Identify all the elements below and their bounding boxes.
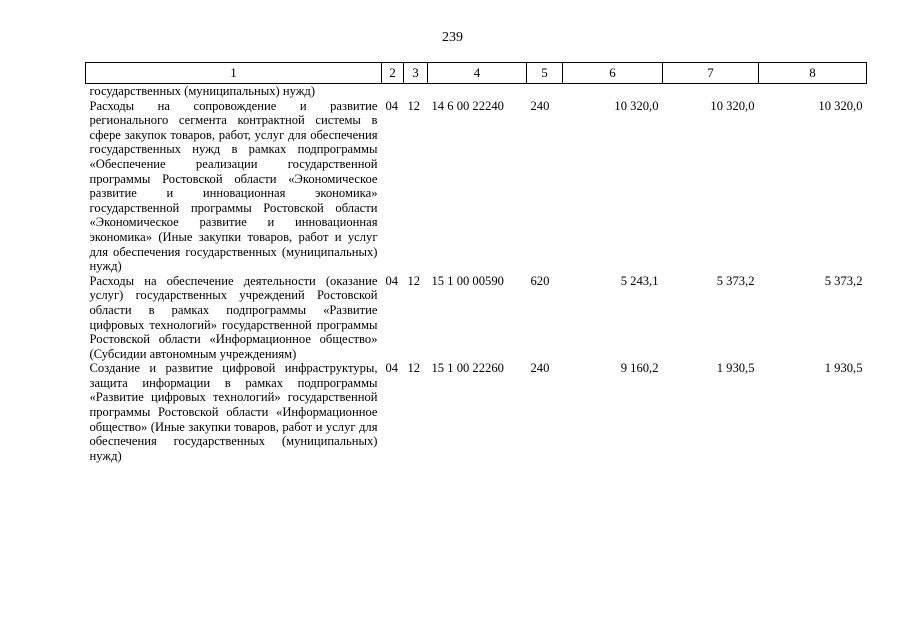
row-expense-type-code: 240 [530, 361, 550, 376]
row-section-code: 04 [385, 273, 399, 288]
row-amount-col6: 5 243,1 [620, 273, 659, 288]
column-header-1: 1 [86, 63, 382, 84]
row-target-article-code: 15 1 00 00590 [431, 273, 504, 288]
column-header-3: 3 [404, 63, 428, 84]
row-expense-type-code: 240 [530, 98, 550, 113]
row-amount-col7: 1 930,5 [716, 361, 755, 376]
column-header-5: 5 [527, 63, 563, 84]
column-header-7: 7 [663, 63, 759, 84]
row-amount-col8: 5 373,2 [824, 273, 863, 288]
column-header-4: 4 [428, 63, 527, 84]
table-row [86, 274, 867, 362]
column-header-6: 6 [563, 63, 663, 84]
table-row [86, 361, 867, 463]
row-amount-col6: 9 160,2 [620, 361, 659, 376]
column-header-2: 2 [382, 63, 404, 84]
row-subsection-code: 12 [407, 273, 421, 288]
row-amount-col6: 10 320,0 [614, 98, 659, 113]
table-header-row [86, 63, 867, 84]
table-row-continuation [86, 84, 867, 99]
row-target-article-code: 14 6 00 22240 [431, 98, 504, 113]
row-description: Расходы на сопровождение и развитие регионального сегмента контрактной системы в сфере закупок товаров, работ, услуг для обеспечения государственных нужд в рамках подпрограммы «Обеспечение реализации государственной программы Ростовской области «Экономическое развитие и инновационная экономика» государственной программы Ростовской области «Экономическое развитие и инновационная экономика» (Иные закупки товаров, работ и услуг для обеспечения государственных (муниципальных) нужд) [89, 98, 378, 274]
continuation-text: государственных (муниципальных) нужд) [89, 84, 316, 98]
page-number: 239 [442, 30, 463, 45]
column-header-8: 8 [759, 63, 867, 84]
row-description: Создание и развитие цифровой инфраструктуры, защита информации в рамках подпрограммы «Развитие цифровых технологий» государственной программы Ростовской области «Информационное общество» (Иные закупки товаров, работ и услуг для обеспечения государственных (муниципальных) нужд) [89, 361, 378, 463]
row-amount-col8: 10 320,0 [818, 98, 863, 113]
budget-table [85, 62, 867, 463]
row-amount-col7: 10 320,0 [710, 98, 755, 113]
row-amount-col8: 1 930,5 [824, 361, 863, 376]
row-expense-type-code: 620 [530, 273, 550, 288]
row-subsection-code: 12 [407, 98, 421, 113]
row-target-article-code: 15 1 00 22260 [431, 361, 504, 376]
table-row [86, 99, 867, 274]
row-description: Расходы на обеспечение деятельности (оказание услуг) государственных учреждений Ростовской области в рамках подпрограммы «Развитие цифровых технологий» государственной программы Ростовской области «Информационное общество» (Субсидии автономным учреждениям) [89, 273, 378, 361]
row-amount-col7: 5 373,2 [716, 273, 755, 288]
row-subsection-code: 12 [407, 361, 421, 376]
row-section-code: 04 [385, 361, 399, 376]
row-section-code: 04 [385, 98, 399, 113]
